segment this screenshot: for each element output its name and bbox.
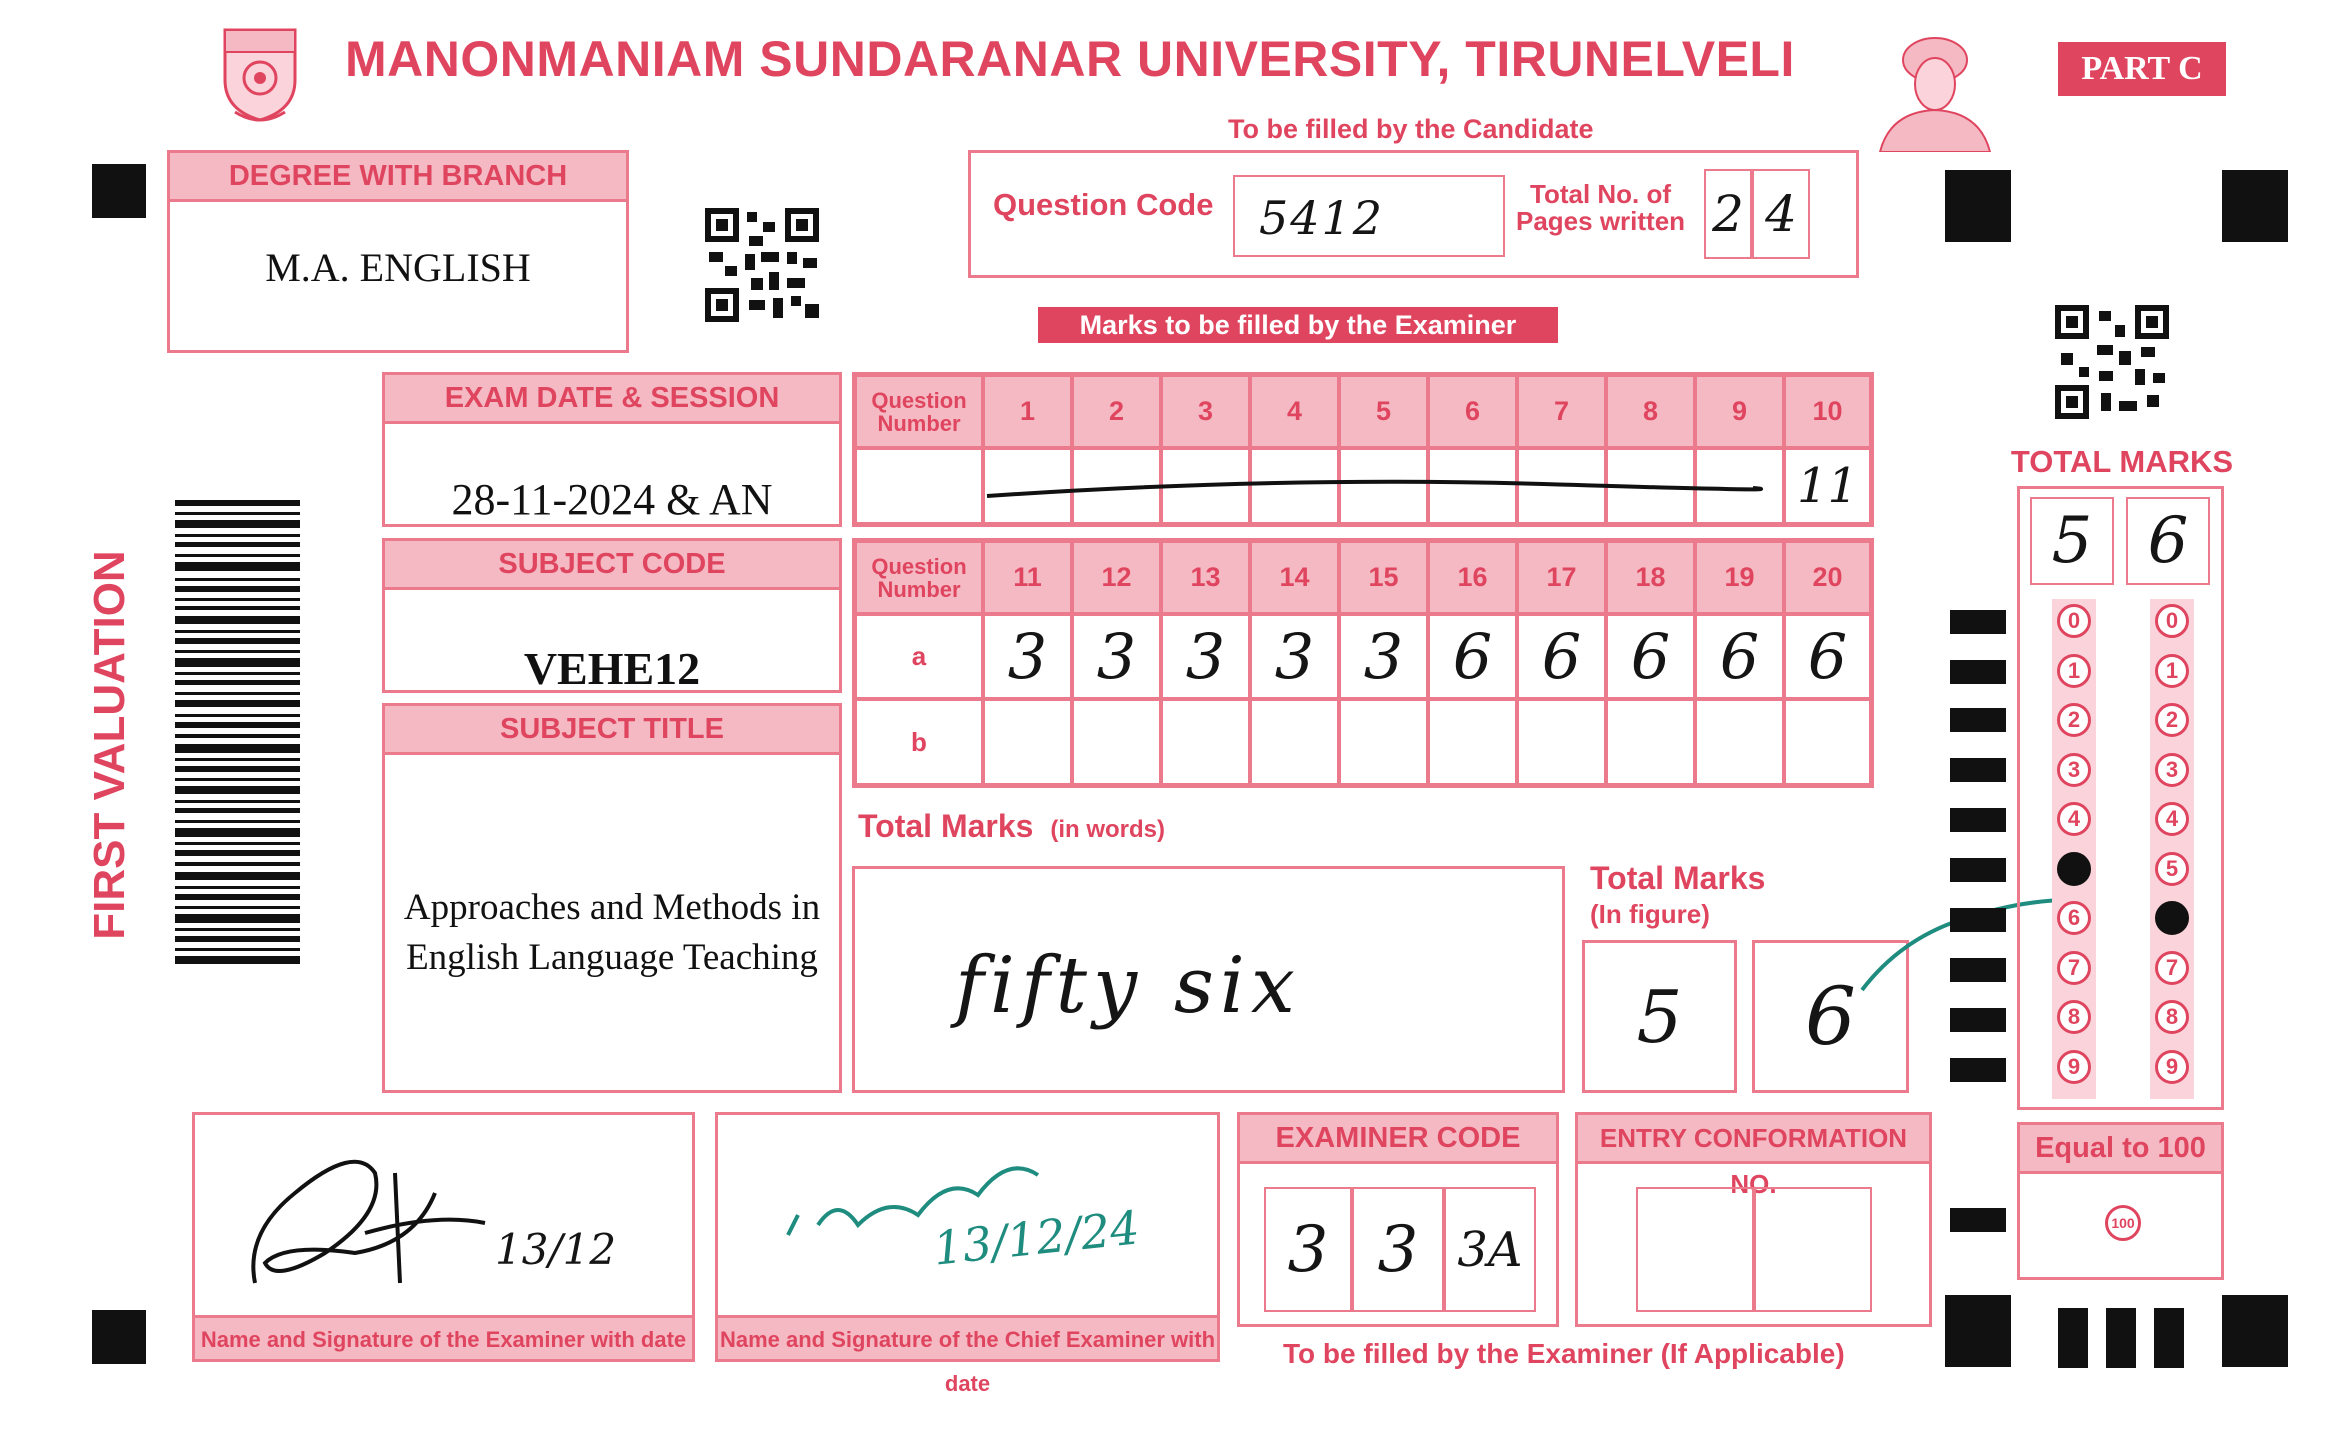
- pages-digit-box: [1704, 169, 1752, 259]
- entry-confirmation-field[interactable]: [1636, 1187, 1754, 1312]
- timing-mark: [1950, 908, 2006, 932]
- total-figure-digit: 5: [1636, 974, 1683, 1059]
- omr-digit-box: [2126, 497, 2210, 585]
- barcode-image: [175, 500, 300, 970]
- qr-code-icon: [2055, 305, 2169, 419]
- question-code-value: 5412: [1259, 191, 1385, 245]
- omr-bubble-column-units: [2155, 604, 2189, 1104]
- grid2-row-b-mark: [1517, 699, 1606, 785]
- pages-digit-box: [1752, 169, 1810, 259]
- omr-bubble[interactable]: 4: [2057, 802, 2091, 836]
- grid2-row-b-mark: [1339, 699, 1428, 785]
- omr-bubble[interactable]: 1: [2155, 654, 2189, 688]
- omr-bubble[interactable]: 9: [2057, 1050, 2091, 1084]
- examiner-code-digit: 3A: [1457, 1221, 1523, 1278]
- registration-mark: [2106, 1308, 2136, 1368]
- grid2-row-a-mark: 6: [1517, 614, 1606, 699]
- grid1-number-cell: 6: [1428, 375, 1517, 448]
- total-words-label-sub: (in words): [1050, 816, 1165, 843]
- qr-code-icon: [705, 208, 819, 322]
- footer-note: To be filled by the Examiner (If Applicable): [1283, 1338, 1845, 1369]
- registration-mark: [1945, 1295, 2011, 1367]
- omr-bubble[interactable]: 2: [2057, 703, 2091, 737]
- pages-digit: 4: [1765, 185, 1797, 243]
- total-figure-label-sub: (In figure): [1590, 899, 1710, 929]
- omr-bubble[interactable]: 8: [2155, 1000, 2189, 1034]
- examiner-signature-image: [235, 1133, 495, 1303]
- entry-confirmation-field[interactable]: [1754, 1187, 1872, 1312]
- total-words-value: fifty six: [955, 941, 1301, 1031]
- grid2-question-number-head: [855, 541, 983, 614]
- omr-bubble[interactable]: 0: [2155, 604, 2189, 638]
- omr-bubble[interactable]: 8: [2057, 1000, 2091, 1034]
- entry-confirmation-box: [1575, 1112, 1932, 1327]
- total-figure-label: [1590, 860, 1765, 932]
- exam-date-label: EXAM DATE & SESSION: [385, 375, 839, 424]
- university-title: MANONMANIAM SUNDARANAR UNIVERSITY, TIRUNELVELI: [345, 31, 1795, 87]
- subject-title-box: [382, 703, 842, 1093]
- omr-bubble[interactable]: 1: [2057, 654, 2091, 688]
- timing-mark: [1950, 758, 2006, 782]
- examiner-signature-box: [192, 1112, 695, 1362]
- timing-mark: [1950, 660, 2006, 684]
- grid2-row-a-label: a: [855, 614, 983, 699]
- grid2-number-cell: 11: [983, 541, 1072, 614]
- examiner-note-text: Marks to be filled by the Examiner: [1079, 309, 1517, 340]
- grid2-number-cell: 14: [1250, 541, 1339, 614]
- omr-bubble[interactable]: [2155, 901, 2189, 935]
- founder-portrait-image: [1870, 22, 2000, 152]
- examiner-code-box: [1237, 1112, 1559, 1327]
- omr-bubble[interactable]: 5: [2155, 852, 2189, 886]
- grid2-head-line2: Number: [877, 576, 961, 602]
- omr-bubble[interactable]: 7: [2155, 951, 2189, 985]
- grid2-row-a-mark: 6: [1695, 614, 1784, 699]
- grid2-row-a-mark: 3: [1161, 614, 1250, 699]
- omr-digit-box: [2030, 497, 2114, 585]
- examiner-code-digit-box: [1444, 1187, 1536, 1312]
- part-badge-text: PART C: [2081, 50, 2203, 87]
- exam-date-value: 28-11-2024 & AN: [451, 475, 773, 524]
- total-figure-digit-box: [1582, 940, 1737, 1093]
- subject-code-label: SUBJECT CODE: [385, 541, 839, 590]
- subject-title-value: Approaches and Methods in English Language Teaching: [403, 887, 821, 978]
- grid1-number-cell: 2: [1072, 375, 1161, 448]
- subject-code-box: [382, 538, 842, 693]
- chief-signature-box: [715, 1112, 1220, 1396]
- grid1-number-cell: 9: [1695, 375, 1784, 448]
- grid2-number-cell: 13: [1161, 541, 1250, 614]
- strike-through-line: [983, 470, 1783, 510]
- timing-mark: [1950, 610, 2006, 634]
- equal-100-box: [2017, 1122, 2224, 1280]
- grid2-row-a-mark: 3: [983, 614, 1072, 699]
- side-label: FIRST VALUATION: [85, 550, 134, 940]
- question-code-label: Question Code: [993, 187, 1214, 222]
- part-badge: [2058, 42, 2226, 96]
- omr-total-marks-panel: [2017, 486, 2224, 1110]
- exam-date-box: [382, 372, 842, 527]
- grid2-row-b-mark: [1784, 699, 1871, 785]
- question-code-box: [968, 150, 1859, 278]
- registration-mark: [1945, 170, 2011, 242]
- examiner-signature-label: Name and Signature of the Examiner with date: [195, 1315, 692, 1359]
- timing-mark: [1950, 1058, 2006, 1082]
- total-figure-label-text: Total Marks: [1590, 860, 1766, 896]
- degree-label: DEGREE WITH BRANCH: [170, 153, 626, 202]
- pages-label: [1516, 181, 1685, 235]
- omr-bubble[interactable]: [2057, 852, 2091, 886]
- grid2-number-cell: 16: [1428, 541, 1517, 614]
- examiner-code-label: EXAMINER CODE: [1240, 1115, 1556, 1164]
- omr-bubble[interactable]: 0: [2057, 604, 2091, 638]
- omr-bubble[interactable]: 9: [2155, 1050, 2189, 1084]
- timing-mark: [1950, 958, 2006, 982]
- grid1-question-number-head: [855, 375, 983, 448]
- grid2-number-cell: 15: [1339, 541, 1428, 614]
- grid1-row-label: [855, 448, 983, 524]
- grid2-row-b-mark: [1695, 699, 1784, 785]
- grid2-number-cell: 17: [1517, 541, 1606, 614]
- registration-mark: [2058, 1308, 2088, 1368]
- grid2-row-a-mark: 6: [1428, 614, 1517, 699]
- degree-box: [167, 150, 629, 353]
- grid2-number-cell: 20: [1784, 541, 1871, 614]
- candidate-note: To be filled by the Candidate: [1228, 114, 1594, 144]
- grid2-row-a-mark: 3: [1250, 614, 1339, 699]
- grid2-number-cell: 19: [1695, 541, 1784, 614]
- examiner-code-digit-box: [1352, 1187, 1444, 1312]
- total-words-label-text: Total Marks: [858, 808, 1034, 844]
- examiner-code-digit-box: [1264, 1187, 1352, 1312]
- grid2-row-b-mark: [1250, 699, 1339, 785]
- marks-grid-1: [852, 372, 1874, 527]
- grid2-number-cell: 18: [1606, 541, 1695, 614]
- omr-bubble[interactable]: 2: [2155, 703, 2189, 737]
- grid2-row-b-mark: [1161, 699, 1250, 785]
- degree-value: M.A. ENGLISH: [265, 245, 531, 290]
- grid2-row-b-mark: [1072, 699, 1161, 785]
- grid2-row-a-mark: 3: [1072, 614, 1161, 699]
- pages-label-line1: Total No. of: [1530, 179, 1672, 209]
- grid1-head-line1: Question: [871, 387, 967, 413]
- subject-title-label: SUBJECT TITLE: [385, 706, 839, 755]
- grid2-row-b-mark: [1606, 699, 1695, 785]
- examiner-note-banner: [1038, 307, 1558, 343]
- examiner-signature-date: 13/12: [495, 1225, 617, 1274]
- marks-grid-2: [852, 538, 1874, 788]
- pages-digit: 2: [1712, 185, 1744, 243]
- grid1-mark-cell: 11: [1784, 448, 1871, 524]
- grid1-number-cell: 5: [1339, 375, 1428, 448]
- grid2-row-b-label: b: [855, 699, 983, 785]
- timing-mark: [1950, 1208, 2006, 1232]
- omr-total-marks-label: TOTAL MARKS: [2010, 444, 2234, 479]
- grid1-number-cell: 3: [1161, 375, 1250, 448]
- equal-100-bubble-label: 100: [2111, 1215, 2135, 1231]
- registration-mark: [2222, 1295, 2288, 1367]
- grid2-row-a-mark: 3: [1339, 614, 1428, 699]
- grid2-row-b-mark: [1428, 699, 1517, 785]
- total-words-label: [858, 808, 1165, 845]
- equal-100-bubble[interactable]: [2105, 1205, 2141, 1241]
- registration-mark: [92, 1310, 146, 1364]
- grid1-number-cell: 8: [1606, 375, 1695, 448]
- grid2-number-cell: 12: [1072, 541, 1161, 614]
- grid2-row-a-mark: 6: [1606, 614, 1695, 699]
- timing-mark: [1950, 808, 2006, 832]
- entry-confirmation-label: ENTRY CONFORMATION NO.: [1578, 1115, 1929, 1164]
- examiner-code-digit: 3: [1287, 1212, 1329, 1287]
- examiner-code-digit: 3: [1377, 1212, 1419, 1287]
- omr-bubble-column-tens: [2057, 604, 2091, 1104]
- grid2-row-b-mark: [983, 699, 1072, 785]
- omr-bubble[interactable]: 7: [2057, 951, 2091, 985]
- pages-label-line2: Pages written: [1516, 206, 1686, 236]
- chief-signature-date: 13/12/24: [930, 1200, 1142, 1276]
- omr-bubble[interactable]: 3: [2057, 753, 2091, 787]
- timing-mark: [1950, 1008, 2006, 1032]
- registration-mark: [2154, 1308, 2184, 1368]
- timing-mark: [1950, 708, 2006, 732]
- omr-bubble[interactable]: 6: [2057, 901, 2091, 935]
- registration-mark: [92, 164, 146, 218]
- grid1-number-cell: 7: [1517, 375, 1606, 448]
- grid1-number-cell: 4: [1250, 375, 1339, 448]
- grid2-row-a-mark: 6: [1784, 614, 1871, 699]
- timing-mark: [1950, 858, 2006, 882]
- subject-code-value: VEHE12: [523, 643, 701, 694]
- chief-signature-label: Name and Signature of the Chief Examiner with date: [718, 1315, 1217, 1359]
- grid1-number-cell: 1: [983, 375, 1072, 448]
- total-figure-digit: 6: [1805, 970, 1856, 1063]
- grid1-head-line2: Number: [877, 410, 961, 436]
- grid1-number-cell: 10: [1784, 375, 1871, 448]
- omr-digit: 6: [2147, 504, 2189, 578]
- registration-mark: [2222, 170, 2288, 242]
- omr-bubble[interactable]: 3: [2155, 753, 2189, 787]
- equal-100-label: Equal to 100: [2020, 1125, 2221, 1174]
- question-code-field: [1233, 175, 1505, 257]
- university-crest-logo: [215, 20, 305, 130]
- total-words-box: [852, 866, 1565, 1093]
- omr-digit: 5: [2051, 504, 2093, 578]
- grid2-head-line1: Question: [871, 553, 967, 579]
- omr-bubble[interactable]: 4: [2155, 802, 2189, 836]
